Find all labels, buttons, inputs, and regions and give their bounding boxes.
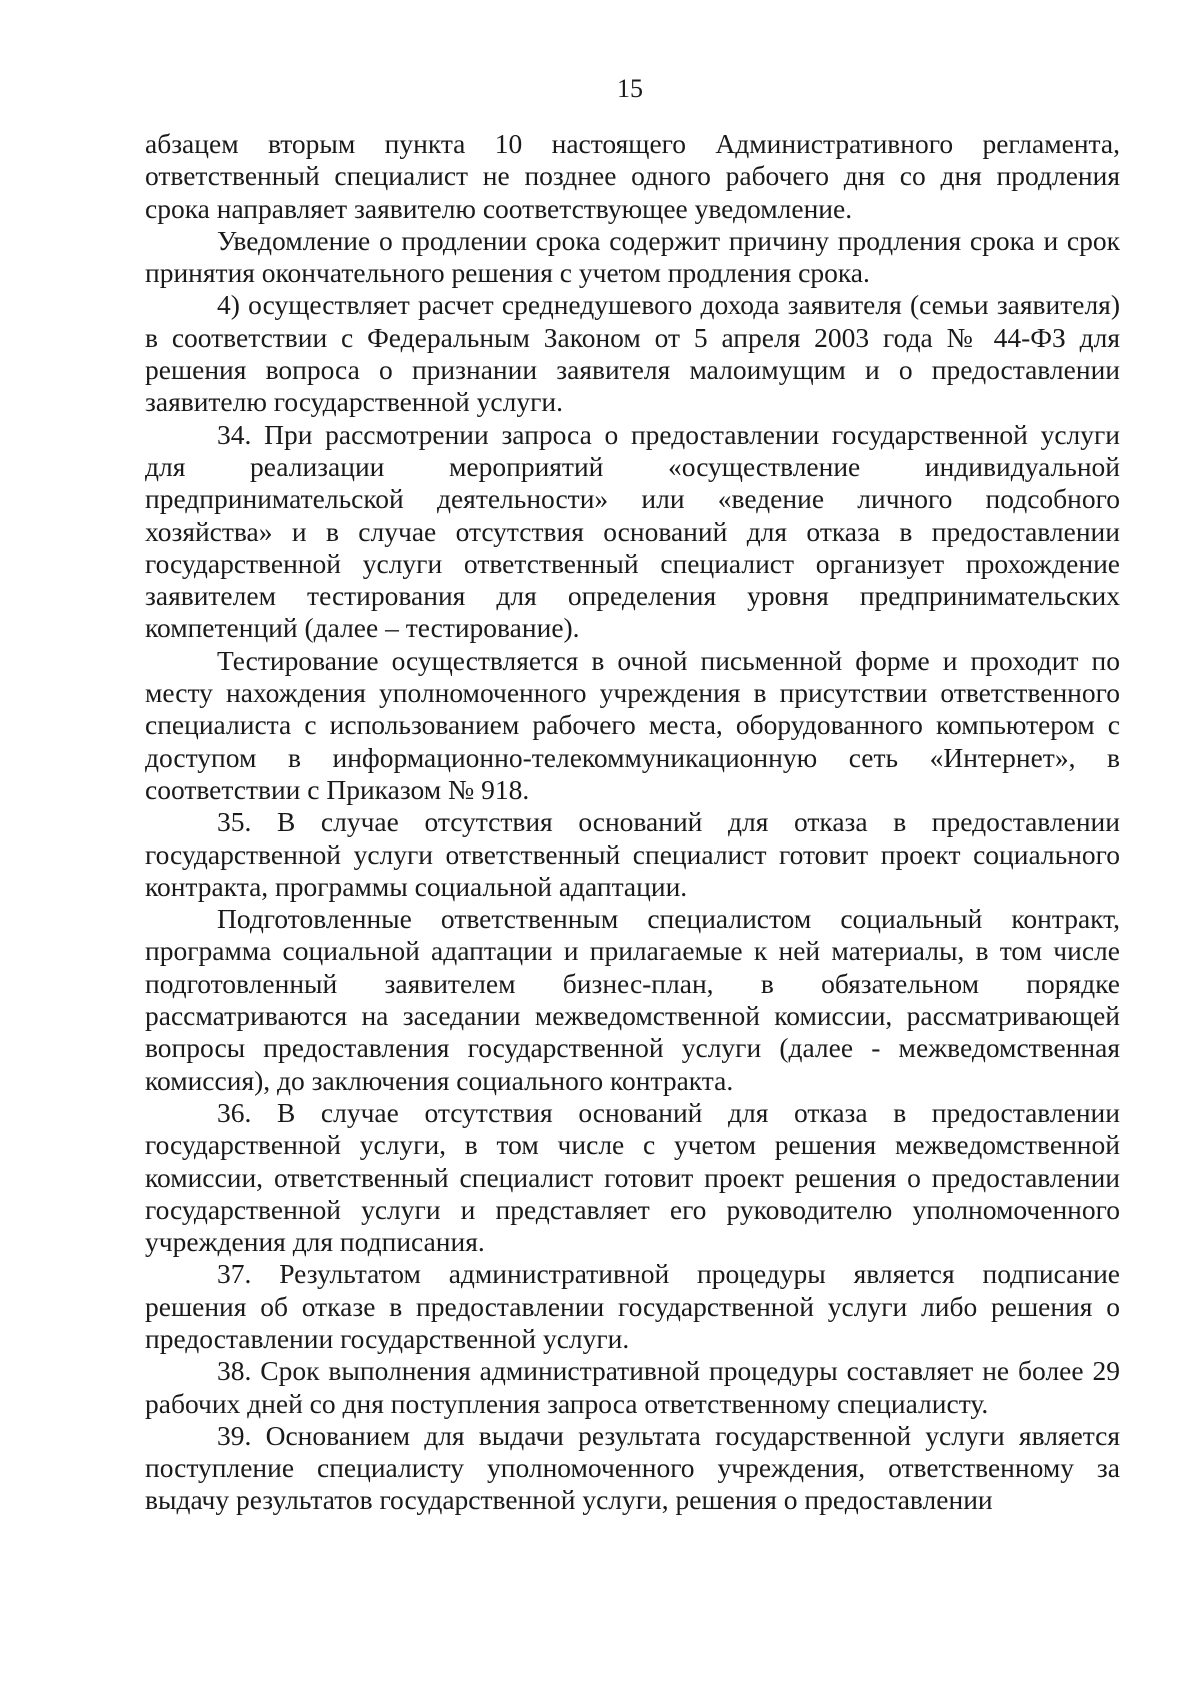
paragraph-clause-38: 38. Срок выполнения административной процедуры составляет не более 29 рабочих дней со дня поступления запроса ответственному специалисту. — [145, 1355, 1120, 1419]
document-body — [145, 128, 1120, 1517]
paragraph-clause-36: 36. В случае отсутствия оснований для отказа в предоставлении государственной услуги, в том числе с учетом решения межведомственной комиссии, ответственный специалист готовит проект решения о предоставлении государственной услуги и представляет его руководителю уполномоченного учреждения для подписания. — [145, 1096, 1120, 1258]
paragraph-notification: Уведомление о продлении срока содержит причину продления срока и срок принятия окончательного решения с учетом продления срока. — [145, 224, 1120, 289]
page-number: 15 — [617, 74, 643, 103]
paragraph-clause-34: 34. При рассмотрении запроса о предоставлении государственной услуги для реализации мероприятий «осуществление индивидуальной предпринимательской деятельности» или «ведение личного подсобного хозяйства» и в случае отсутствия оснований для отказа в предоставлении государственной услуги ответственный специалист организует прохождение заявителем тестирования для определения уровня предпринимательских компетенций (далее – тестирование). — [145, 418, 1120, 644]
paragraph-clause-35: 35. В случае отсутствия оснований для отказа в предоставлении государственной услуги ответственный специалист готовит проект социального контракта, программы социальной адаптации. — [145, 806, 1120, 902]
paragraph-commission: Подготовленные ответственным специалистом социальный контракт, программа социальной адаптации и прилагаемые к ней материалы, в том числе подготовленный заявителем бизнес-план, в обязательном порядке рассматриваются на заседании межведомственной комиссии, рассматривающей вопросы предоставления государственной услуги (далее - межведомственная комиссия), до заключения социального контракта. — [145, 903, 1120, 1096]
paragraph-item-4: 4) осуществляет расчет среднедушевого дохода заявителя (семьи заявителя) в соответствии с Федеральным Законом от 5 апреля 2003 года № 44-ФЗ для решения вопроса о признании заявителя малоимущим и о предоставлении заявителю государственной услуги. — [145, 289, 1120, 418]
paragraph-clause-37: 37. Результатом административной процедуры является подписание решения об отказе в предоставлении государственной услуги либо решения о предоставлении государственной услуги. — [145, 1258, 1120, 1354]
paragraph-testing: Тестирование осуществляется в очной письменной форме и проходит по месту нахождения уполномоченного учреждения в присутствии ответственного специалиста с использованием рабочего места, оборудованного компьютером с доступом в информационно-телекоммуникационную сеть «Интернет», в соответствии с Приказом № 918. — [145, 644, 1120, 805]
paragraph-continuation: абзацем вторым пункта 10 настоящего Административного регламента, ответственный специалист не позднее одного рабочего дня со дня продления срока направляет заявителю соответствующее уведомление. — [145, 128, 1120, 224]
paragraph-clause-39: 39. Основанием для выдачи результата государственной услуги является поступление специалисту уполномоченного учреждения, ответственному за выдачу результатов государственной услуги, решения о предоставлении — [145, 1419, 1120, 1516]
